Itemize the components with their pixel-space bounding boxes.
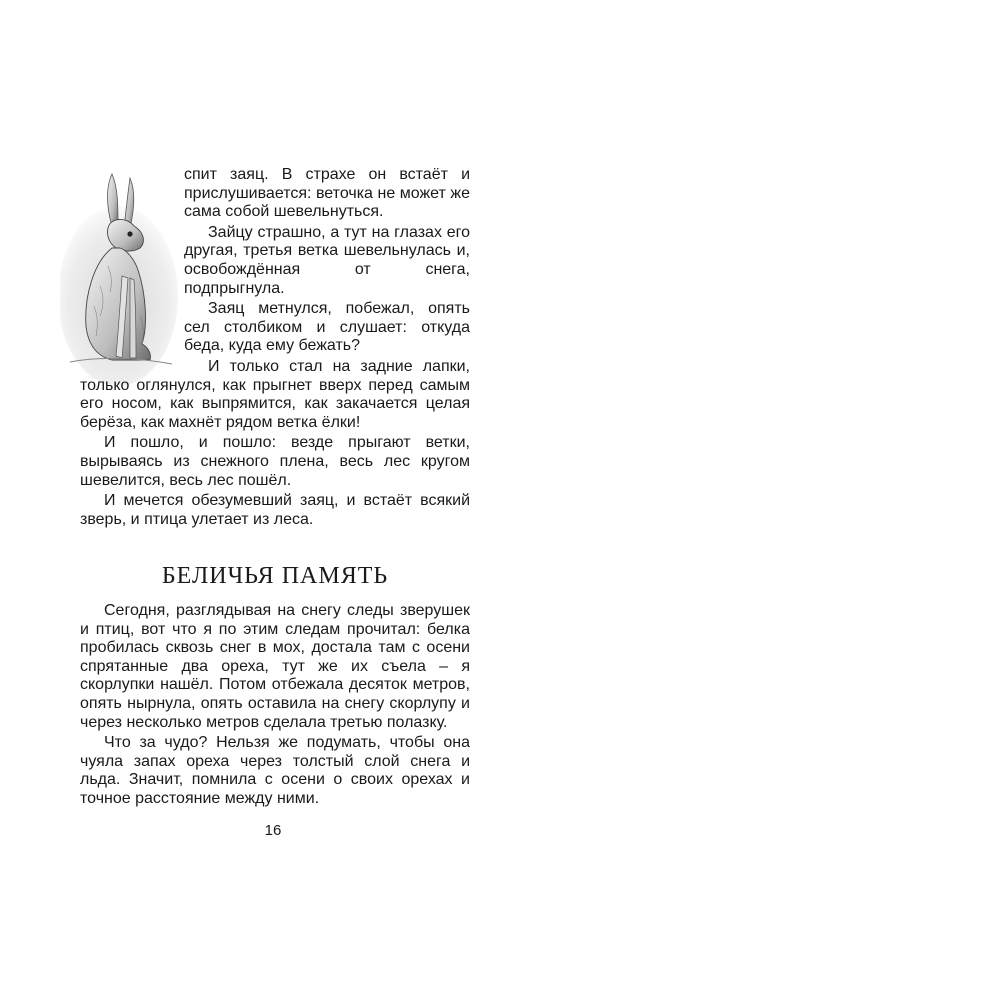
paragraph: Зайцу страшно, а тут на глазах его другая, третья ветка шевельнулась и, освобождённая от снега, подпрыгнула. — [184, 223, 470, 297]
paragraph: Сегодня, разглядывая на снегу следы зверушек и птиц, вот что я по этим следам прочитал: белка пробилась сквозь снег в мох, достала там с осени спрятанные два ореха, тут же их съела – я скорлупки нашёл. Потом отбежала десяток метров, опять нырнула, опять оставила на снегу скорлупу и через несколько метров сделала третью полазку. — [80, 602, 470, 731]
paragraph: И мечется обезумевший заяц, и встаёт всякий зверь, и птица улетает из леса. — [80, 492, 470, 528]
section-heading: БЕЛИЧЬЯ ПАМЯТЬ — [161, 563, 389, 589]
right-page — [500, 0, 1000, 1000]
paragraph: спит заяц. В страхе он встаёт и прислушивается: веточка не может же сама собой шевельнуться. — [184, 166, 470, 221]
paragraph: И только стал на задние лапки, только оглянулся, как прыгнет вверх перед самым его носом, как выпрямится, как закачается целая берёза, как махнёт рядом ветка ёлки! — [80, 357, 470, 431]
left-section-text — [80, 602, 470, 809]
paragraph: Что за чудо? Нельзя же подумать, чтобы она чуяла запах ореха через толстый слой снега и льда. Значит, помнила с осени о своих орехах и точное расстояние между ними. — [80, 734, 470, 807]
paragraph: Заяц метнулся, побежал, опять сел столбиком и слушает: откуда беда, куда ему бежать? — [184, 300, 470, 355]
page-number: 16 — [264, 822, 282, 839]
hare-illustration — [60, 166, 178, 376]
left-intro-text — [80, 166, 470, 529]
paragraph: И пошло, и пошло: везде прыгают ветки, вырываясь из снежного плена, весь лес кругом шевелится, весь лес пошёл. — [80, 434, 470, 489]
